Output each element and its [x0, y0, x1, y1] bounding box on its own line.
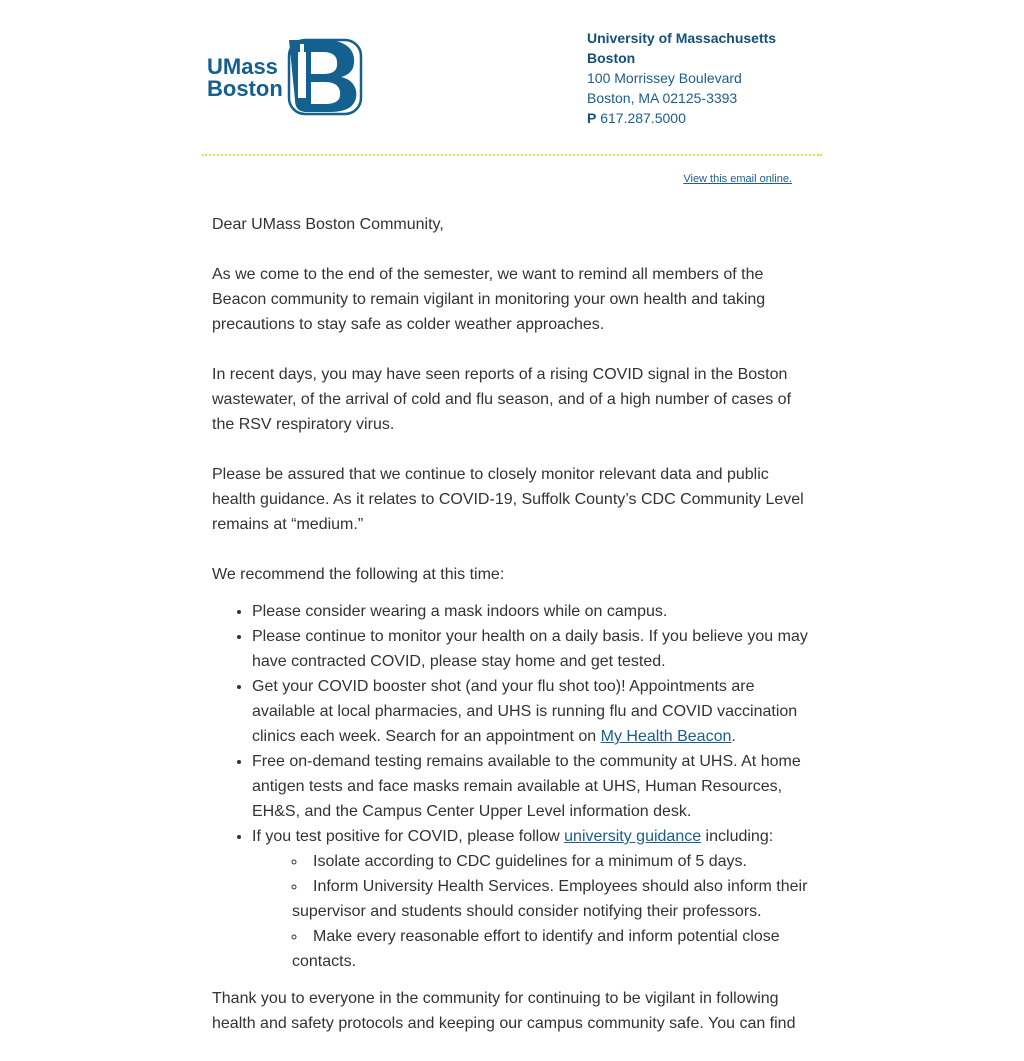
- email-header: [202, 0, 822, 156]
- city-address: Boston, MA 02125-3393: [587, 90, 738, 106]
- svg-text:Boston: Boston: [207, 76, 283, 101]
- greeting: Dear UMass Boston Community,: [212, 216, 444, 233]
- email-body: [212, 212, 814, 1061]
- view-online-link[interactable]: View this email online.: [683, 173, 792, 185]
- list-text: Get your COVID booster shot (and your flu shot too)! Appointments are available at local pharmacies, and UHS is running flu and COVID vaccination clinics each week. Search for an appointment on: [252, 678, 798, 745]
- paragraph: Please be assured that we continue to closely monitor relevant data and public health guidance. As it relates to COVID-19, Suffolk County’s CDC Community Level remains at “medium.”: [212, 466, 804, 533]
- list-item: • Free on-demand testing remains available to the community at UHS. At home antigen tests and face masks remain available at UHS, Human Resources, EH&S, and the Campus Center Upper Level information desk.: [252, 749, 814, 824]
- paragraph: We recommend the following at this time:: [212, 566, 505, 583]
- phone-line: [587, 108, 776, 128]
- my-health-beacon-link[interactable]: My Health Beacon: [600, 728, 732, 745]
- address-block: [587, 28, 776, 128]
- list-text: If you test positive for COVID, please follow: [252, 828, 565, 845]
- recommendation-list: [212, 599, 814, 974]
- list-text: .: [731, 728, 736, 745]
- sub-list-item: ◦ Isolate according to CDC guidelines for a minimum of 5 days.: [292, 849, 814, 874]
- street-address: 100 Morrissey Boulevard: [587, 70, 742, 86]
- list-item: • Please consider wearing a mask indoors while on campus.: [252, 599, 814, 624]
- svg-text:UMass: UMass: [207, 54, 278, 79]
- sub-list: [252, 849, 814, 974]
- sub-list-item: ◦ Inform University Health Services. Employees should also inform their supervisor and students should consider notifying their professors.: [292, 874, 814, 924]
- umass-boston-logo: [207, 38, 365, 116]
- org-name: University of Massachusetts: [587, 30, 777, 46]
- list-text: including:: [701, 828, 774, 845]
- paragraph: As we come to the end of the semester, we want to remind all members of the Beacon community to remain vigilant in monitoring your own health and taking precautions to stay safe as colder weather approaches.: [212, 266, 766, 333]
- paragraph: Thank you to everyone in the community for continuing to be vigilant in following health and safety protocols and keeping our campus community safe. You can find: [212, 990, 796, 1032]
- list-item: [252, 824, 814, 974]
- phone-label: P: [587, 110, 597, 126]
- university-guidance-link[interactable]: university guidance: [564, 828, 702, 845]
- sub-list-item: ◦ Make every reasonable effort to identify and inform potential close contacts.: [292, 924, 814, 974]
- list-item: • Please continue to monitor your health on a daily basis. If you believe you may have contracted COVID, please stay home and get tested.: [252, 624, 814, 674]
- paragraph: In recent days, you may have seen reports of a rising COVID signal in the Boston wastewater, of the arrival of cold and flu season, and of a high number of cases of the RSV respiratory virus.: [212, 366, 792, 433]
- list-item: [252, 674, 814, 749]
- org-name-line2: Boston: [587, 50, 636, 66]
- phone-number: 617.287.5000: [600, 110, 686, 126]
